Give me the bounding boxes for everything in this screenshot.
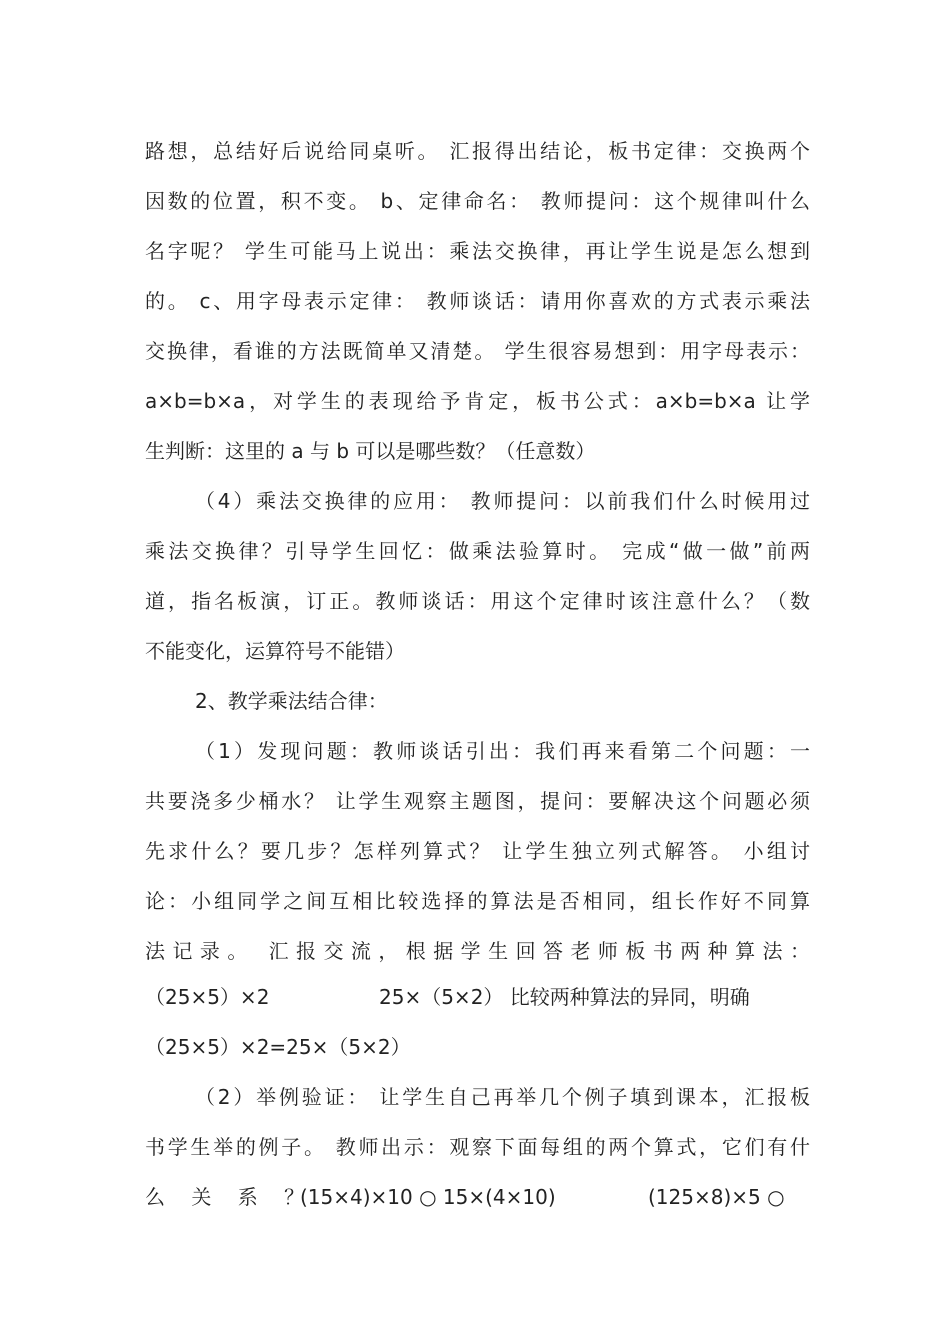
paragraph-line: （1）发现问题：教师谈话引出：我们再来看第二个问题：一 <box>195 739 810 763</box>
formula-line: （25×5）×2=25×（5×2） <box>145 1035 411 1059</box>
paragraph-line: 生判断：这里的 a 与 b 可以是哪些数？（任意数） <box>145 439 596 463</box>
paragraph-line: 论：小组同学之间互相比较选择的算法是否相同，组长作好不同算 <box>145 889 810 913</box>
formula-line: (125×8)×5 ○ <box>648 1185 785 1209</box>
paragraph-line: 不能变化，运算符号不能错） <box>145 639 405 663</box>
formula-left: （25×5）×2 <box>145 985 270 1009</box>
paragraph-line: 交换律，看谁的方法既简单又清楚。 学生很容易想到：用字母表示： <box>145 339 810 363</box>
paragraph-line: （4）乘法交换律的应用： 教师提问：以前我们什么时候用过 <box>195 489 810 513</box>
paragraph-line: 法记录。 汇报交流，根据学生回答老师板书两种算法： <box>145 939 810 963</box>
paragraph-line: （2）举例验证： 让学生自己再举几个例子填到课本，汇报板 <box>195 1085 810 1109</box>
paragraph-line: a×b=b×a，对学生的表现给予肯定，板书公式：a×b=b×a 让学 <box>145 389 810 413</box>
formula-line: (15×4)×10 ○ 15×(4×10) <box>300 1185 556 1209</box>
paragraph-line: 乘法交换律？引导学生回忆：做乘法验算时。 完成“做一做”前两 <box>145 539 810 563</box>
paragraph-line: 书学生举的例子。 教师出示：观察下面每组的两个算式，它们有什 <box>145 1135 810 1159</box>
paragraph-line: 的。 c、用字母表示定律： 教师谈话：请用你喜欢的方式表示乘法 <box>145 289 810 313</box>
paragraph-line: 先求什么？要几步？怎样列算式？ 让学生独立列式解答。 小组讨 <box>145 839 810 863</box>
section-heading: 2、教学乘法结合律： <box>195 689 388 713</box>
paragraph-line: 因数的位置，积不变。 b、定律命名： 教师提问：这个规律叫什么 <box>145 189 810 213</box>
formula-right: 25×（5×2） 比较两种算法的异同，明确 <box>379 985 750 1009</box>
paragraph-line: 共要浇多少桶水？ 让学生观察主题图，提问：要解决这个问题必须 <box>145 789 810 813</box>
paragraph-line: 路想，总结好后说给同桌听。 汇报得出结论，板书定律：交换两个 <box>145 139 810 163</box>
paragraph-line: 么 关 系 ？ <box>145 1185 315 1209</box>
paragraph-line: 名字呢？ 学生可能马上说出：乘法交换律，再让学生说是怎么想到 <box>145 239 810 263</box>
paragraph-line: 道，指名板演，订正。教师谈话：用这个定律时该注意什么？（数 <box>145 589 810 613</box>
